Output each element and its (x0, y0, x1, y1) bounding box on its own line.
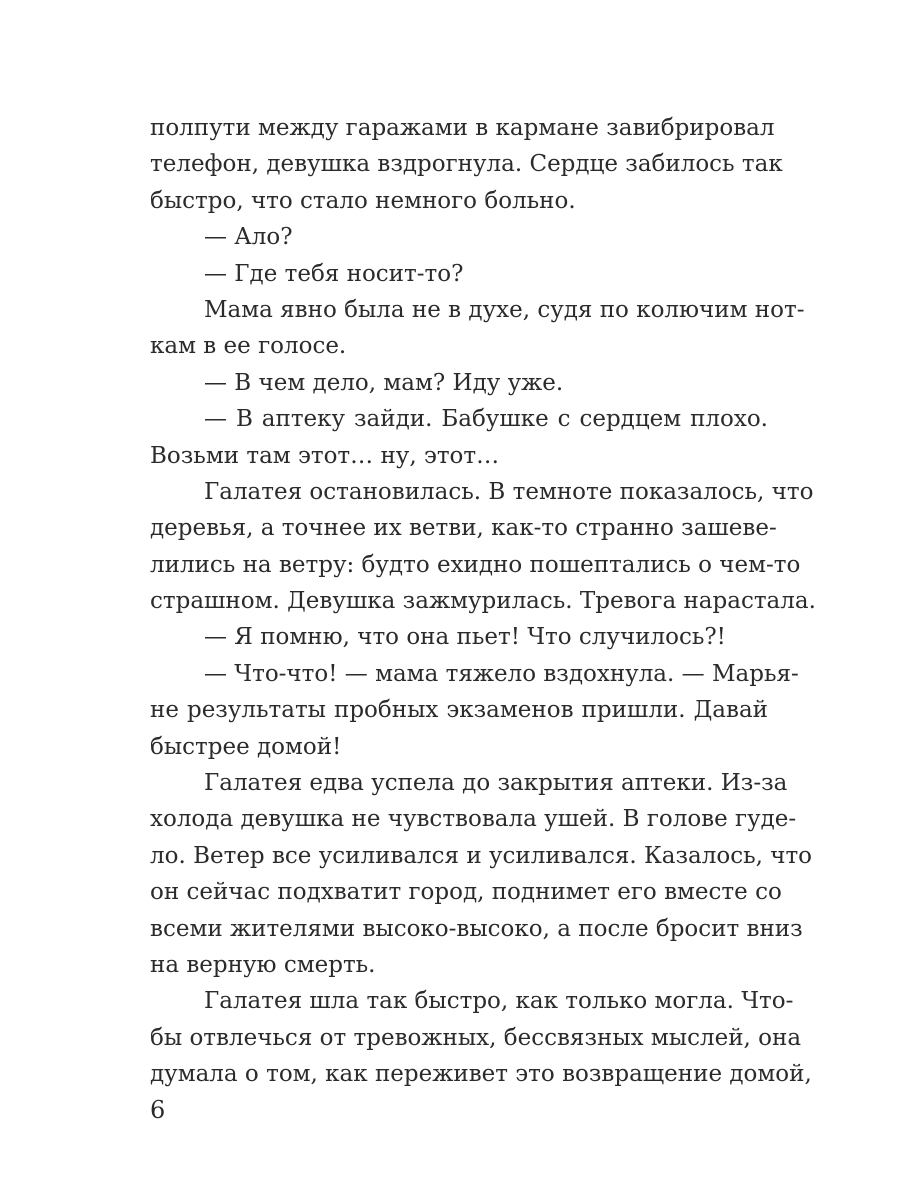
text-line: Галатея едва успела до закрытия аптеки. Из-за (204, 770, 788, 797)
text-line: — Что-что! — мама тяжело вздохнула. — Марья- (204, 660, 799, 687)
text-line: — Я помню, что она пьет! Что случилось?! (204, 624, 726, 651)
text-line: Мама явно была не в духе, судя по колючим нот- (204, 296, 805, 323)
text-line: полпути между гаражами в кармане завибрировал (150, 115, 775, 141)
text-line: не результаты пробных экзаменов пришли. Давай (150, 697, 768, 724)
text-line: ло. Ветер все усиливался и усиливался. Казалось, что (150, 842, 813, 869)
page-number: 6 (150, 1096, 166, 1124)
text-line: всеми жителями высоко-высоко, а после бросит вниз (150, 915, 803, 942)
text-line: бы отвлечься от тревожных, бессвязных мыслей, она (150, 1024, 802, 1051)
text-line: думала о том, как переживет это возвращение домой, (150, 1061, 812, 1088)
text-line: Возьми там этот… ну, этот… (150, 442, 500, 469)
body-text (150, 110, 816, 1093)
text-line: лились на ветру: будто ехидно пошептались о чем-то (150, 551, 801, 578)
text-line: быстро, что стало немного больно. (150, 187, 576, 214)
text-line: деревья, а точнее их ветви, как-то странно зашеве- (150, 515, 777, 542)
text-line: — Ало? (204, 224, 293, 251)
text-line: — В чем дело, мам? Иду уже. (204, 369, 564, 396)
text-line: — Где тебя носит-то? (204, 260, 464, 287)
text-line: холода девушка не чувствовала ушей. В голове гуде- (150, 806, 797, 833)
text-line: Галатея шла так быстро, как только могла. Что- (204, 988, 794, 1015)
text-line: страшном. Девушка зажмурилась. Тревога нарастала. (150, 588, 816, 615)
text-line: — В аптеку зайди. Бабушке с сердцем плохо. (204, 406, 768, 433)
text-line: Галатея остановилась. В темноте показалось, что (204, 478, 814, 505)
text-line: на верную смерть. (150, 951, 376, 978)
text-line: он сейчас подхватит город, поднимет его вместе со (150, 879, 782, 906)
text-line: кам в ее голосе. (150, 333, 347, 360)
text-line: быстрее домой! (150, 733, 342, 760)
text-line: телефон, девушка вздрогнула. Сердце забилось так (150, 151, 783, 178)
